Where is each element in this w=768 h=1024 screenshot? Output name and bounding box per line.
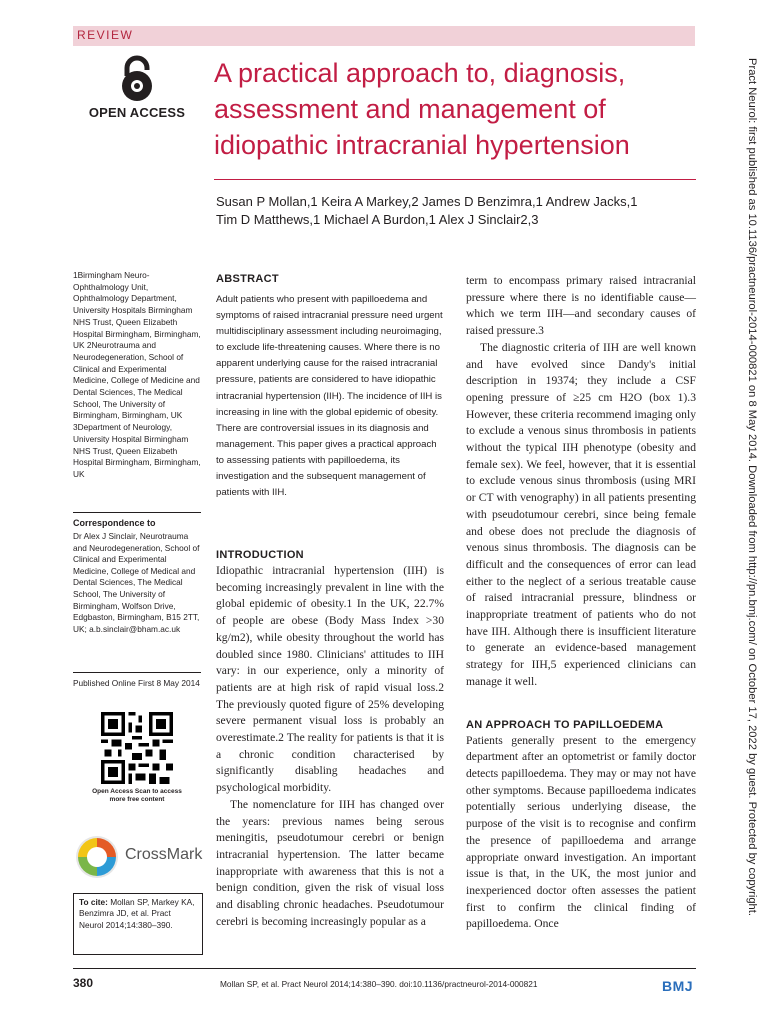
introduction-paragraph-1: Idiopathic intracranial hypertension (IIH) is becoming increasingly prevalent in line with the global epidemic of obesity.1 In the UK, 22.7% of people are obese (Body Mass Index >30 kg/m2), while obesity throughout the world has doubled since 1980. Clinicians' attitudes to IIH vary: in our experience, only a minority of patients are at high risk of rapid visual loss.2 The previously quoted figure of 25% developing severe permanent visual loss is probably an overestimate.2 The reality for patients is that it is a chronic condition characterised by significantly disabling headaches and psychological morbidity. [216, 564, 444, 795]
right-column-paragraph-2: The diagnostic criteria of IIH are well known and have evolved since Dandy's initial description in 19374; they include a CSF opening pressure of ≥25 cm H2O (box 1).3 However, these criteria recommend imaging only to exclude a venous sinus thrombosis in patients without the typical IIH phenotype (obesity and female sex). We feel, however, that it is essential to exclude venous sinus thrombosis (using MRI or CT with venography) in all patients presenting with pseudotumour cerebri, since being female and obese does not preclude the diagnosis of venous sinus thrombosis. The diagnosis can be difficult and the consequences of error can lead either to the neglect of a serious treatable cause of raised intracranial pressure, blindness or inappropriate treatment of patients who do not have IIH. Although there is insufficient literature to generate an evidence-based management strategy for IIH,5 experienced clinicians can manage it well. [466, 340, 696, 688]
affiliations: 1Birmingham Neuro-Ophthalmology Unit, Ophthalmology Department, University Hospitals Birmingham NHS Trust, Queen Elizabeth Hospital Birmingham, Birmingham, UK 2Neurotrauma and Neurodegeneration, School of Clinical and Experimental Medicine, College of Medicine and Dental Sciences, The Medical School, The University of Birmingham, Birmingham, UK 3Department of Neurology, University Hospital Birmingham NHS Trust, Queen Elizabeth Hospital Birmingham, Birmingham, UK [73, 270, 201, 479]
introduction-heading: INTRODUCTION [216, 549, 304, 561]
footer-divider [73, 968, 696, 969]
cite-text: Mollan SP, Markey KA, Benzimra JD, et al. Pract Neurol 2014;14:380–390. [79, 897, 195, 930]
qr-caption: Open Access Scan to access more free content [92, 788, 182, 803]
correspondence-heading: Correspondence to [73, 518, 156, 528]
cite-box [73, 893, 203, 955]
introduction-section [216, 549, 444, 930]
right-column-paragraph-1: term to encompass primary raised intracranial pressure where there is no identifiable cause—which we term IIH—and secondary causes of raised pressure.3 [466, 274, 696, 338]
section-label-bar [73, 26, 695, 46]
crossmark-label: CrossMark [125, 846, 203, 863]
open-access-label: OPEN ACCESS [88, 105, 186, 120]
author-list [216, 193, 696, 229]
qr-code-icon[interactable] [101, 712, 173, 784]
papilloedema-paragraph-1: Patients generally present to the emergency department after an optometrist or family doctor detects papilloedema. They may or may not have other symptoms. Because papilloedema indicates potentially serious underlying disease, the purpose of the visit is to recognise and confirm the presence of papilloedema and arrange appropriate onward investigation. An important issue is that, in the UK, the most junior and inexperienced doctor often assesses the patient first to confirm the clinical finding of papilloedema. Once [466, 733, 696, 931]
introduction-paragraph-2: The nomenclature for IIH has changed over the years: previous names being serous meningitis, pseudotumour cerebri or benign intracranial hypertension. The latter became inappropriate with awareness that this is not a benign condition, given the risk of visual loss and disabling chronic headaches. Pseudotumour cerebri is becoming increasingly popular as a [216, 797, 444, 928]
papilloedema-heading: AN APPROACH TO PAPILLOEDEMA [466, 718, 664, 731]
page-number: 380 [73, 976, 94, 990]
section-label: REVIEW [77, 28, 134, 42]
cite-label: To cite: [79, 897, 108, 907]
correspondence-divider [73, 672, 201, 673]
abstract-heading: ABSTRACT [216, 273, 279, 285]
abstract-section [216, 273, 444, 285]
affiliation-divider [73, 512, 201, 513]
footer-citation: Mollan SP, et al. Pract Neurol 2014;14:380–390. doi:10.1136/practneurol-2014-000821 [220, 979, 538, 989]
publisher-logo: BMJ [662, 978, 694, 994]
download-notice-text: Pract Neurol: first published as 10.1136/practneurol-2014-000821 on 8 May 2014. Downloaded from http://pn.bmj.com/ on October 17, 2022 by guest. Protected by copyright. [746, 58, 758, 917]
download-notice [744, 60, 760, 960]
article-title: A practical approach to, diagnosis, assessment and management of idiopathic intracranial hypertension [214, 58, 630, 160]
abstract-text: Adult patients who present with papilloedema and symptoms of raised intracranial pressure need urgent multidisciplinary assessment including neuroimaging, to exclude life-threatening causes. Where there is no apparent underlying cause for the raised intracranial pressure, patients are considered to have idiopathic intracranial hypertension (IIH). The incidence of IIH is increasing in line with the global epidemic of obesity. There are controversial issues in its diagnosis and management. This paper gives a practical approach to assessing patients with papilloedema, its investigation and the subsequent management of patients with IIH. [216, 294, 443, 499]
open-access-lock-icon [117, 54, 157, 102]
authors-line-1: Susan P Mollan,1 Keira A Markey,2 James D Benzimra,1 Andrew Jacks,1 [216, 194, 638, 209]
right-column [466, 273, 696, 933]
title-divider [214, 179, 696, 180]
published-online-first: Published Online First 8 May 2014 [73, 678, 200, 688]
correspondence-details: Dr Alex J Sinclair, Neurotrauma and Neurodegeneration, School of Clinical and Experimental Medicine, College of Medical and Dental Sciences, The Medical School, The University of Birmingham, Wolfson Drive, Edgbaston, Birmingham, B15 2TT, UK; a.b.sinclair@bham.ac.uk [73, 531, 200, 634]
authors-line-2: Tim D Matthews,1 Michael A Burdon,1 Alex J Sinclair2,3 [216, 212, 539, 227]
